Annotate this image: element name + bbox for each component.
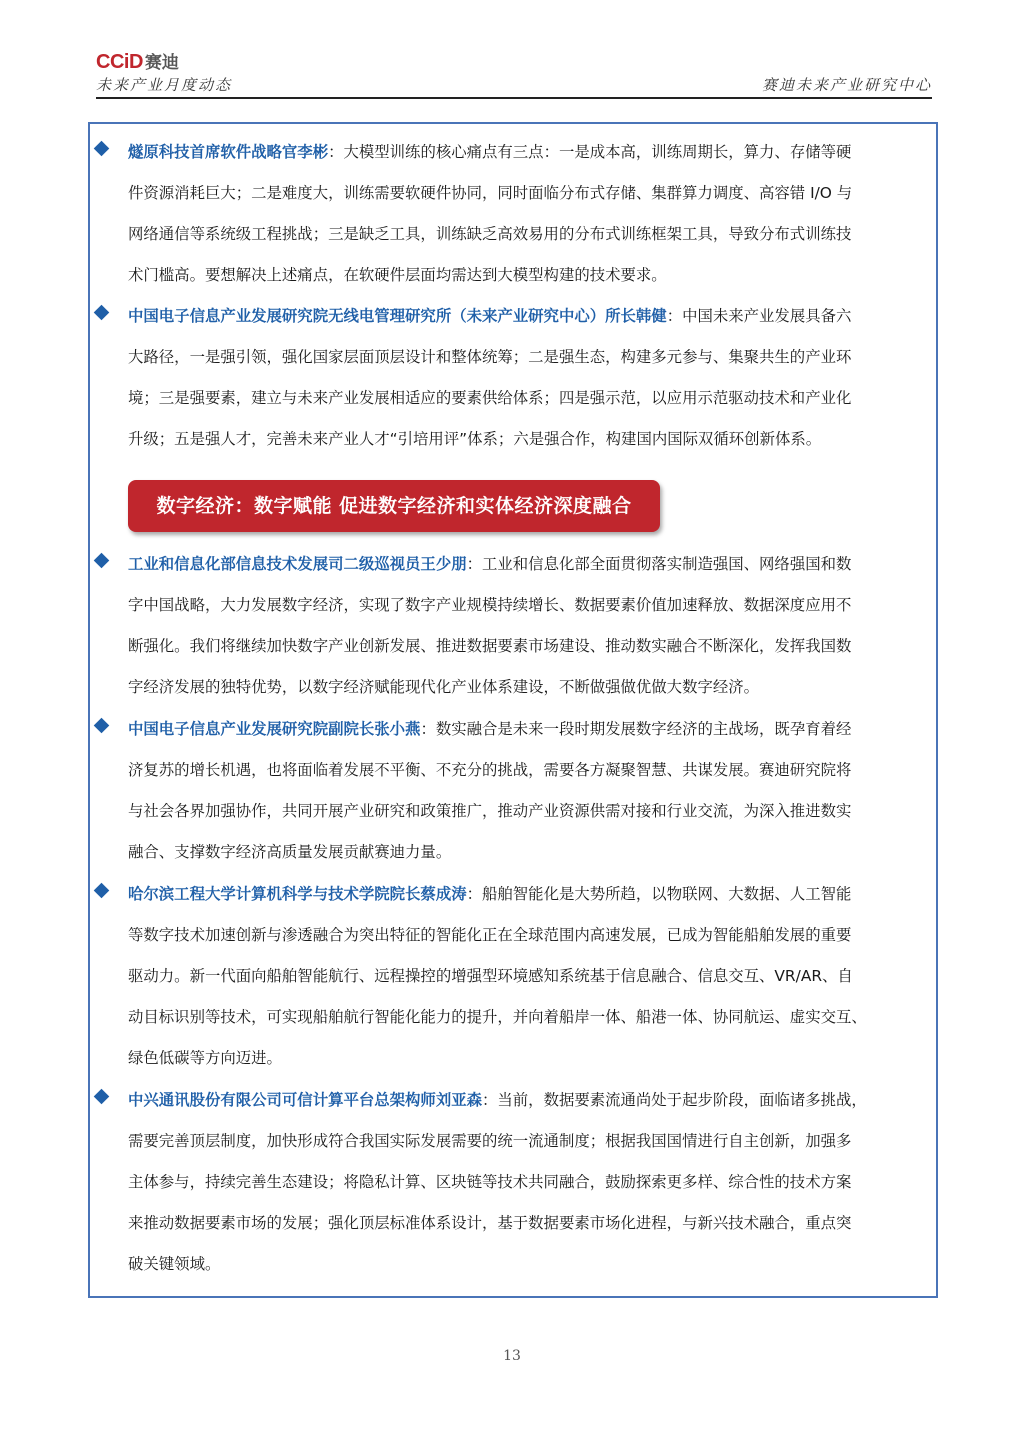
quote-entry: [128, 296, 934, 460]
text-line: 驱动力。新一代面向船舶智能航行、远程操控的增强型环境感知系统基于信息融合、信息交互、VR/AR、自: [128, 967, 853, 985]
text-line: 破关键领域。: [128, 1255, 221, 1273]
publication-title: 未来产业月度动态: [96, 76, 233, 94]
text-line: 与社会各界加强协作，共同开展产业研究和政策推广，推动产业资源供需对接和行业交流，为深入推进数实: [128, 802, 852, 820]
text-line: 工业和信息化部信息技术发展司二级巡视员王少朋：工业和信息化部全面贯彻落实制造强国、网络强国和数: [128, 555, 852, 573]
text-line: 需要完善顶层制度，加快形成符合我国实际发展需要的统一流通制度；根据我国国情进行自主创新，加强多: [128, 1132, 852, 1150]
page-header: [96, 44, 932, 100]
text-line: 大路径，一是强引领，强化国家层面顶层设计和整体统筹；二是强生态，构建多元参与、集聚共生的产业环: [128, 348, 852, 366]
ccid-logo: [96, 48, 179, 74]
text-line: 济复苏的增长机遇，也将面临着发展不平衡、不充分的挑战，需要各方凝聚智慧、共谋发展。赛迪研究院将: [128, 761, 852, 779]
page-number: 13: [503, 1348, 521, 1364]
quote-entry: [128, 1080, 934, 1285]
text-line: 字中国战略，大力发展数字经济，实现了数字产业规模持续增长、数据要素价值加速释放、数据深度应用不: [128, 596, 852, 614]
text-line: 中国电子信息产业发展研究院副院长张小燕：数实融合是未来一段时期发展数字经济的主战场，既孕育着经: [128, 720, 852, 738]
text-line: 术门槛高。要想解决上述痛点，在软硬件层面均需达到大模型构建的技术要求。: [128, 266, 667, 284]
speaker-name: 中国电子信息产业发展研究院无线电管理研究所（未来产业研究中心）所长韩健: [128, 307, 667, 325]
speaker-name: 燧原科技首席软件战略官李彬: [128, 143, 329, 161]
quote-entry: [128, 544, 934, 708]
text-line: 网络通信等系统级工程挑战；三是缺乏工具，训练缺乏高效易用的分布式训练框架工具，导致分布式训练技: [128, 225, 852, 243]
header-rule: [96, 97, 932, 99]
speaker-name: 中国电子信息产业发展研究院副院长张小燕: [128, 720, 421, 738]
text-line: 燧原科技首席软件战略官李彬：大模型训练的核心痛点有三点：一是成本高，训练周期长，算力、存储等硬: [128, 143, 852, 161]
text-line: 动目标识别等技术，可实现船舶航行智能化能力的提升，并向着船岸一体、船港一体、协同航运、虚实交互、: [128, 1008, 867, 1026]
text-line: 境；三是强要素，建立与未来产业发展相适应的要素供给体系；四是强示范，以应用示范驱动技术和产业化: [128, 389, 852, 407]
text-line: 中国电子信息产业发展研究院无线电管理研究所（未来产业研究中心）所长韩健：中国未来产业发展具备六: [128, 307, 852, 325]
logo-brand: CCiD: [96, 51, 143, 73]
speaker-name: 哈尔滨工程大学计算机科学与技术学院院长蔡成涛: [128, 885, 467, 903]
speaker-name: 工业和信息化部信息技术发展司二级巡视员王少朋: [128, 555, 467, 573]
quote-entry: [128, 874, 934, 1079]
logo-name: 赛迪: [144, 53, 179, 72]
section-title: 数字经济：数字赋能 促进数字经济和实体经济深度融合: [128, 480, 660, 532]
research-center-name: 赛迪未来产业研究中心: [761, 76, 932, 94]
quote-entry: [128, 132, 934, 296]
text-line: 件资源消耗巨大；二是难度大，训练需要软硬件协同，同时面临分布式存储、集群算力调度、高容错 I/O 与: [128, 184, 853, 202]
text-line: 升级；五是强人才，完善未来产业人才“引培用评”体系；六是强合作，构建国内国际双循环创新体系。: [128, 430, 822, 448]
text-line: 断强化。我们将继续加快数字产业创新发展、推进数据要素市场建设、推动数实融合不断深化，发挥我国数: [128, 637, 852, 655]
quote-entry: [128, 709, 934, 873]
text-line: 来推动数据要素市场的发展；强化顶层标准体系设计，基于数据要素市场化进程，与新兴技术融合，重点突: [128, 1214, 852, 1232]
speaker-name: 中兴通讯股份有限公司可信计算平台总架构师刘亚森: [128, 1091, 482, 1109]
text-line: 绿色低碳等方向迈进。: [128, 1049, 282, 1067]
text-line: 融合、支撑数字经济高质量发展贡献赛迪力量。: [128, 843, 452, 861]
text-line: 等数字技术加速创新与渗透融合为突出特征的智能化正在全球范围内高速发展，已成为智能船舶发展的重要: [128, 926, 852, 944]
text-line: 中兴通讯股份有限公司可信计算平台总架构师刘亚森：当前，数据要素流通尚处于起步阶段，面临诸多挑战，: [128, 1091, 867, 1109]
text-line: 主体参与，持续完善生态建设；将隐私计算、区块链等技术共同融合，鼓励探索更多样、综合性的技术方案: [128, 1173, 852, 1191]
text-line: 字经济发展的独特优势，以数字经济赋能现代化产业体系建设，不断做强做优做大数字经济。: [128, 678, 760, 696]
text-line: 哈尔滨工程大学计算机科学与技术学院院长蔡成涛：船舶智能化是大势所趋，以物联网、大数据、人工智能: [128, 885, 852, 903]
